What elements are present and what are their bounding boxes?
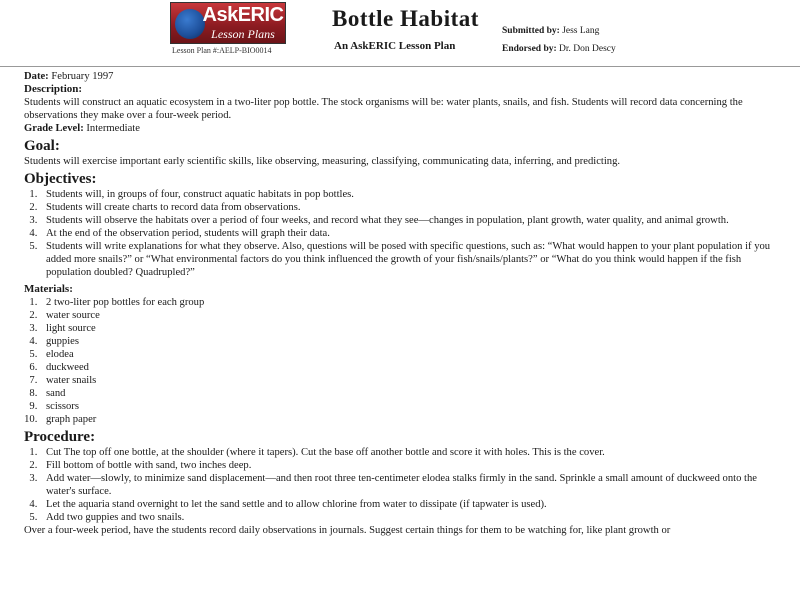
endorsed-by-line: [502, 40, 616, 58]
grade-value: Intermediate: [86, 123, 140, 134]
page-title: Bottle Habitat: [332, 6, 479, 31]
header-divider: [0, 66, 800, 67]
submitted-by-line: [502, 22, 616, 40]
date-value: February 1997: [51, 71, 114, 82]
material-item: 1. 2 two-liter pop bottles for each group: [40, 296, 776, 309]
objectives-list: [24, 188, 776, 279]
goal-heading: Goal:: [24, 138, 60, 154]
endorsed-by-label: Endorsed by:: [502, 44, 557, 54]
materials-list: [24, 296, 776, 426]
materials-heading: Materials:: [24, 283, 73, 295]
description-text: Students will construct an aquatic ecosystem in a two-liter pop bottle. The stock organisms will be: water plants, snails, and fish. Students will record data concerning the observations they make over a four-week period.: [24, 97, 743, 121]
material-item: 6. duckweed: [40, 361, 776, 374]
page-subtitle: An AskERIC Lesson Plan: [334, 40, 456, 52]
material-item: 10. graph paper: [40, 413, 776, 426]
description-heading: Description:: [24, 83, 83, 95]
author-meta: [502, 22, 616, 58]
procedure-step: 3. Add water—slowly, to minimize sand displacement—and then root three ten-centimeter elodea stalks firmly in the sand. Sprinkle a small amount of duckweed onto the water's surface.: [40, 472, 776, 498]
material-item: 4. guppies: [40, 335, 776, 348]
procedure-step: 2. Fill bottom of bottle with sand, two inches deep.: [40, 459, 776, 472]
objective-item: 1. Students will, in groups of four, construct aquatic habitats in pop bottles.: [40, 188, 776, 201]
logo-subtitle: Lesson Plans: [211, 27, 275, 41]
grade-label: Grade Level:: [24, 123, 84, 134]
endorsed-by-value: Dr. Don Descy: [559, 44, 616, 54]
objective-item: 5. Students will write explanations for what they observe. Also, questions will be posed with specific questions, such as: “What would happen to your plant population if you added more snails?” or “What environmental factors do you think influenced the growth of your fish/snails/plants?” or “What do you think would happen if the fish population doubled? Quadrupled?”: [40, 240, 776, 279]
material-item: 3. light source: [40, 322, 776, 335]
procedure-list: [24, 446, 776, 524]
lesson-content: [24, 70, 776, 537]
date-label: Date:: [24, 71, 49, 82]
submitted-by-value: Jess Lang: [562, 26, 600, 36]
material-item: 5. elodea: [40, 348, 776, 361]
objective-item: 4. At the end of the observation period, students will graph their data.: [40, 227, 776, 240]
objectives-heading: Objectives:: [24, 171, 97, 187]
procedure-step: 4. Let the aquaria stand overnight to let the sand settle and to allow chlorine from water to dissipate (if tapwater is used).: [40, 498, 776, 511]
objective-item: 3. Students will observe the habitats over a period of four weeks, and record what they see—changes in population, plant growth, water quality, and animal growth.: [40, 214, 776, 227]
goal-text: Students will exercise important early scientific skills, like observing, measuring, classifying, communicating data, inferring, and predicting.: [24, 156, 621, 167]
closing-text: Over a four-week period, have the students record daily observations in journals. Suggest certain things for them to be watching for, like plant growth or: [24, 525, 671, 536]
askeric-logo[interactable]: [170, 2, 286, 44]
material-item: 9. scissors: [40, 400, 776, 413]
objective-item: 2. Students will create charts to record data from observations.: [40, 201, 776, 214]
lesson-plan-number: Lesson Plan #:AELP-BIO0014: [172, 46, 272, 55]
page-header: [0, 0, 800, 70]
material-item: 7. water snails: [40, 374, 776, 387]
date-line: [24, 70, 776, 83]
material-item: 8. sand: [40, 387, 776, 400]
grade-line: [24, 122, 776, 135]
procedure-heading: Procedure:: [24, 429, 96, 445]
material-item: 2. water source: [40, 309, 776, 322]
submitted-by-label: Submitted by:: [502, 26, 560, 36]
logo-brand: AskERIC: [202, 4, 284, 26]
procedure-step: 5. Add two guppies and two snails.: [40, 511, 776, 524]
procedure-step: 1. Cut The top off one bottle, at the shoulder (where it tapers). Cut the base off another bottle and score it with holes. This is the cover.: [40, 446, 776, 459]
